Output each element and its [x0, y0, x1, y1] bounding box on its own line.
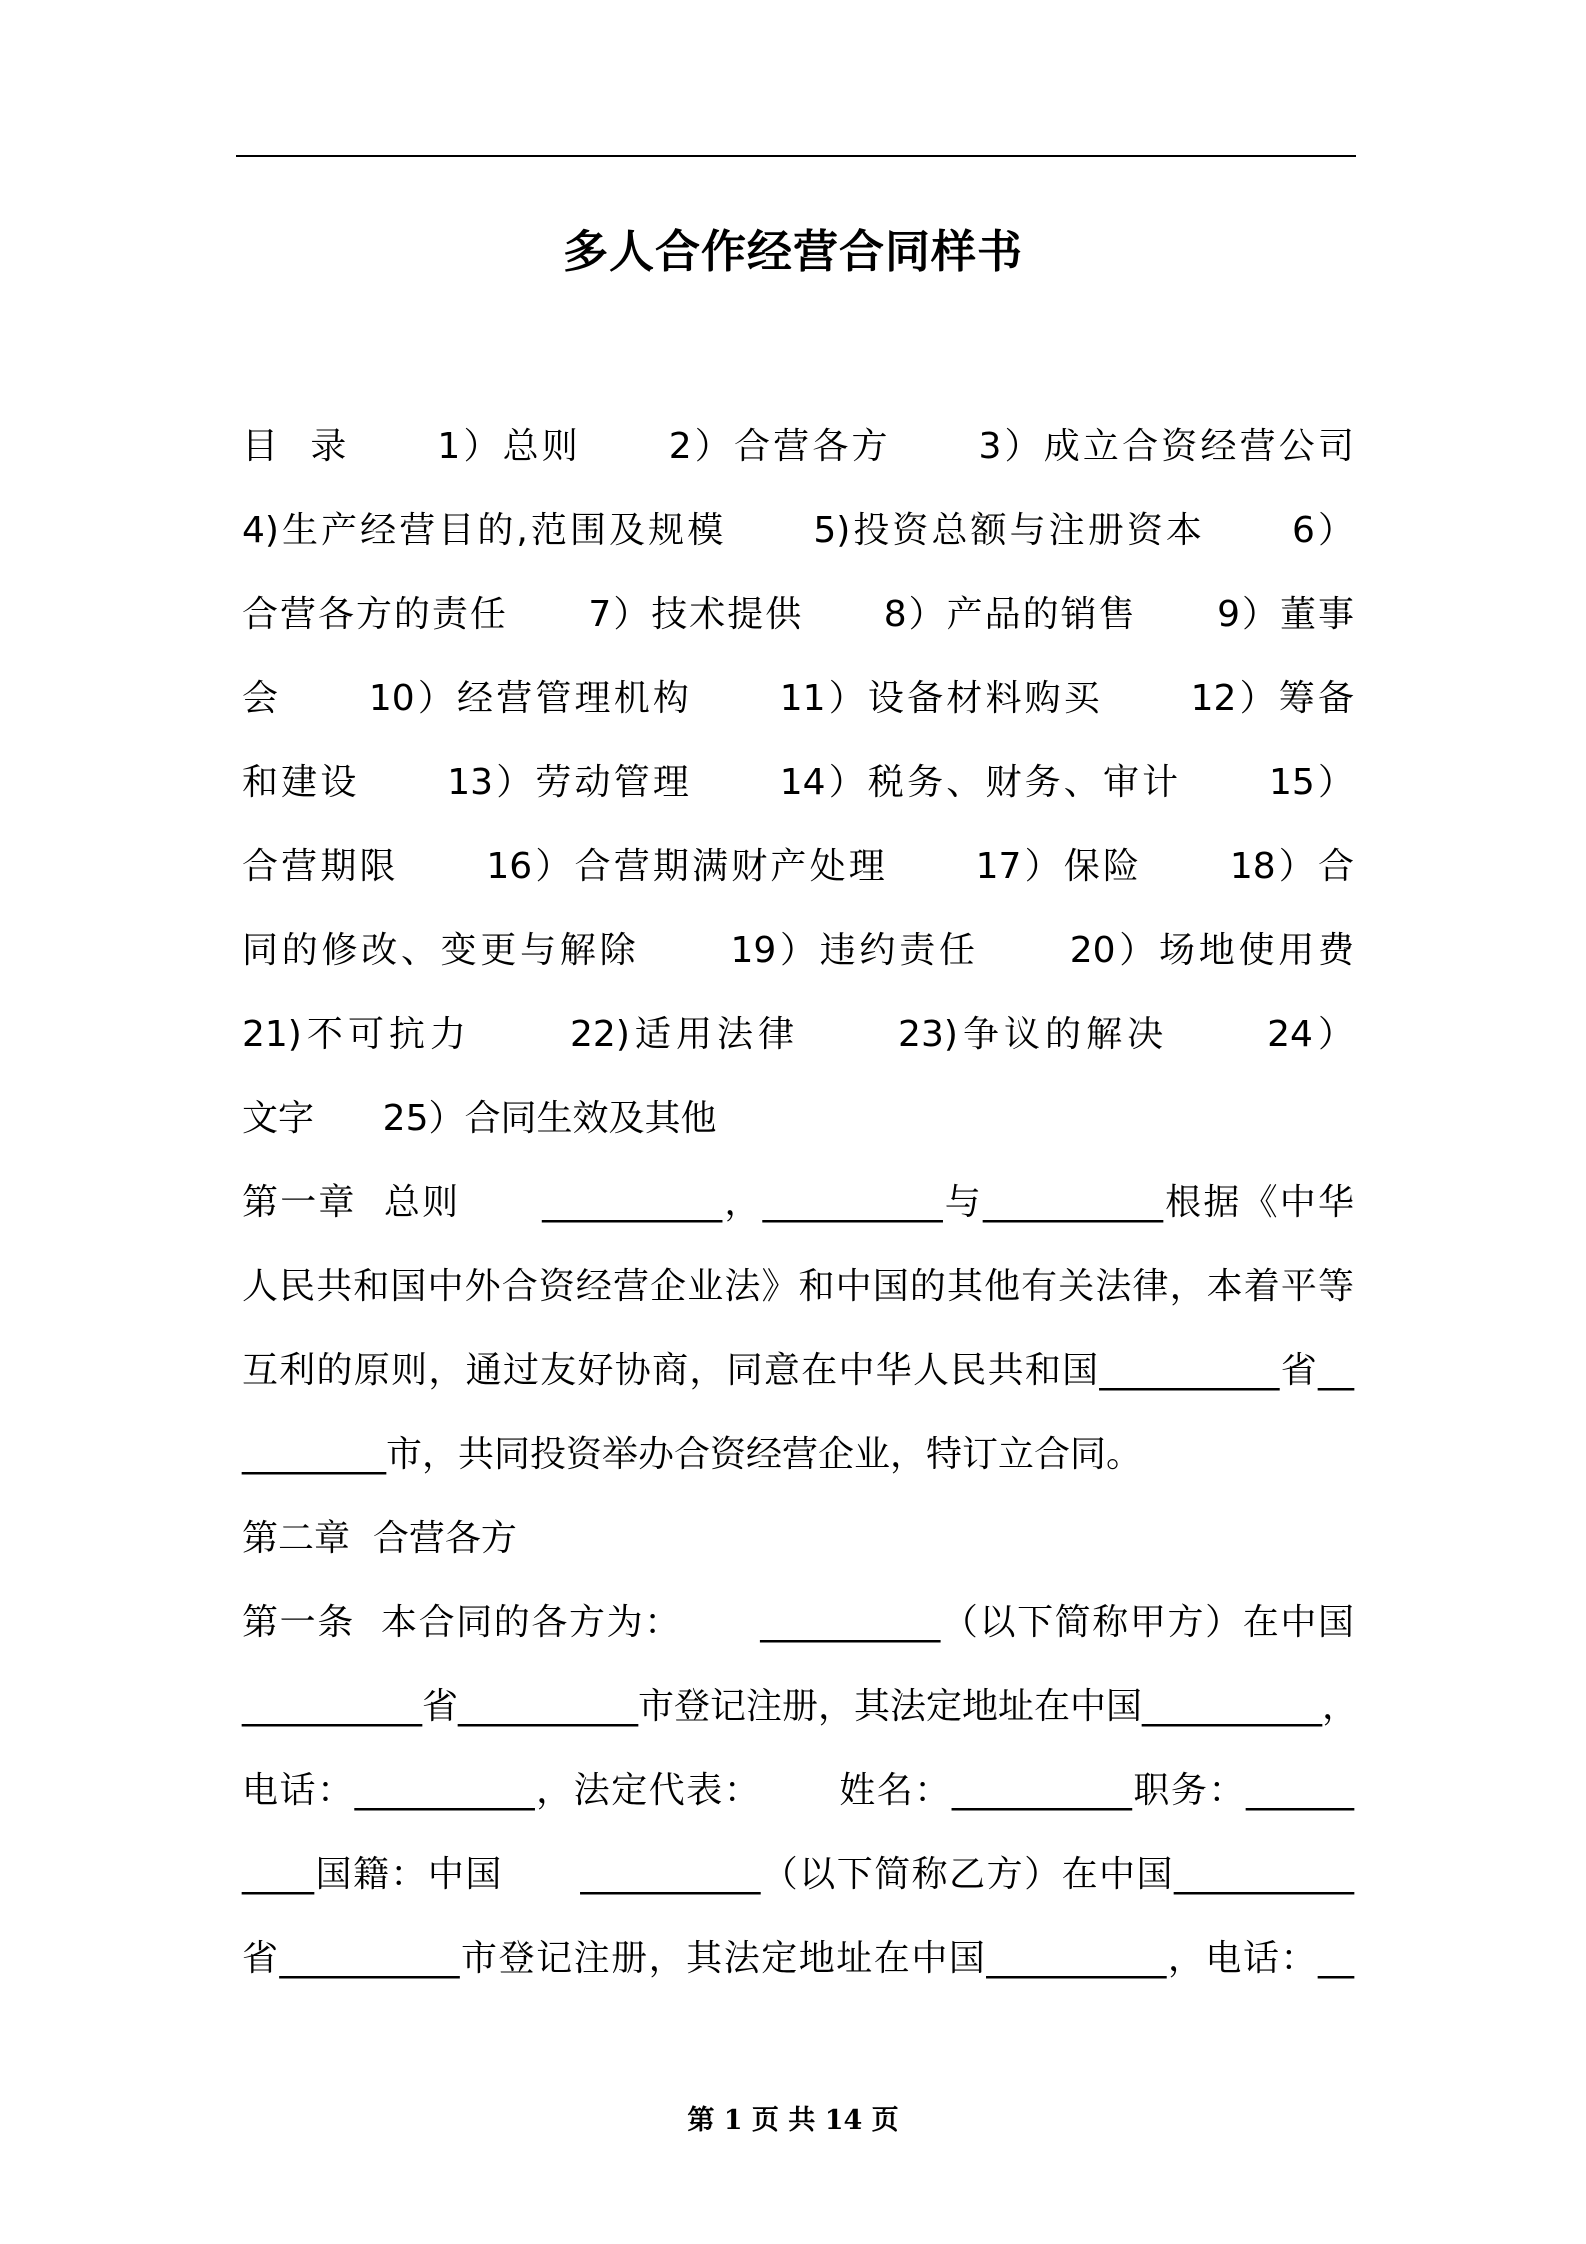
- document-title: 多人合作经营合同样书: [562, 225, 1023, 278]
- paragraph-line: 省__________市登记注册，其法定地址在中国__________，电话：__: [242, 1938, 1354, 1979]
- page-number-footer: 第 1 页 共 14 页: [687, 2105, 899, 2136]
- paragraph-line: ____国籍：中国 __________（以下简称乙方）在中国__________: [242, 1854, 1354, 1895]
- chapter-two-heading: 第二章 合营各方: [242, 1518, 517, 1559]
- paragraph-line: 电话：__________，法定代表： 姓名：__________职务：______: [242, 1770, 1354, 1811]
- header-rule: [236, 155, 1356, 157]
- paragraph-line: ________市，共同投资举办合资经营企业，特订立合同。: [242, 1434, 1143, 1475]
- toc-line: 合营各方的责任 7）技术提供 8）产品的销售 9）董事: [242, 594, 1354, 635]
- toc-line: 21)不可抗力 22)适用法律 23)争议的解决 24）: [242, 1014, 1354, 1055]
- chapter-one-line: 第一章 总则 __________，__________与__________根据《中华: [242, 1182, 1354, 1223]
- toc-line: 会 10）经营管理机构 11）设备材料购买 12）筹备: [242, 678, 1354, 719]
- toc-line: 合营期限 16）合营期满财产处理 17）保险 18）合: [242, 846, 1354, 887]
- article-one-line: 第一条 本合同的各方为： __________（以下简称甲方）在中国: [242, 1602, 1354, 1643]
- toc-line: 文字 25）合同生效及其他: [242, 1098, 717, 1139]
- toc-line: 目 录 1）总则 2）合营各方 3）成立合资经营公司: [242, 426, 1354, 467]
- document-body: [242, 405, 1359, 2001]
- paragraph-line: __________省__________市登记注册，其法定地址在中国__________，: [242, 1686, 1359, 1727]
- toc-line: 4)生产经营目的,范围及规模 5)投资总额与注册资本 6）: [242, 510, 1354, 551]
- paragraph-line: 互利的原则，通过友好协商，同意在中华人民共和国__________省__: [242, 1350, 1354, 1391]
- paragraph-line: 人民共和国中外合资经营企业法》和中国的其他有关法律，本着平等: [242, 1266, 1354, 1307]
- toc-line: 和建设 13）劳动管理 14）税务、财务、审计 15）: [242, 762, 1354, 803]
- toc-line: 同的修改、变更与解除 19）违约责任 20）场地使用费: [242, 930, 1354, 971]
